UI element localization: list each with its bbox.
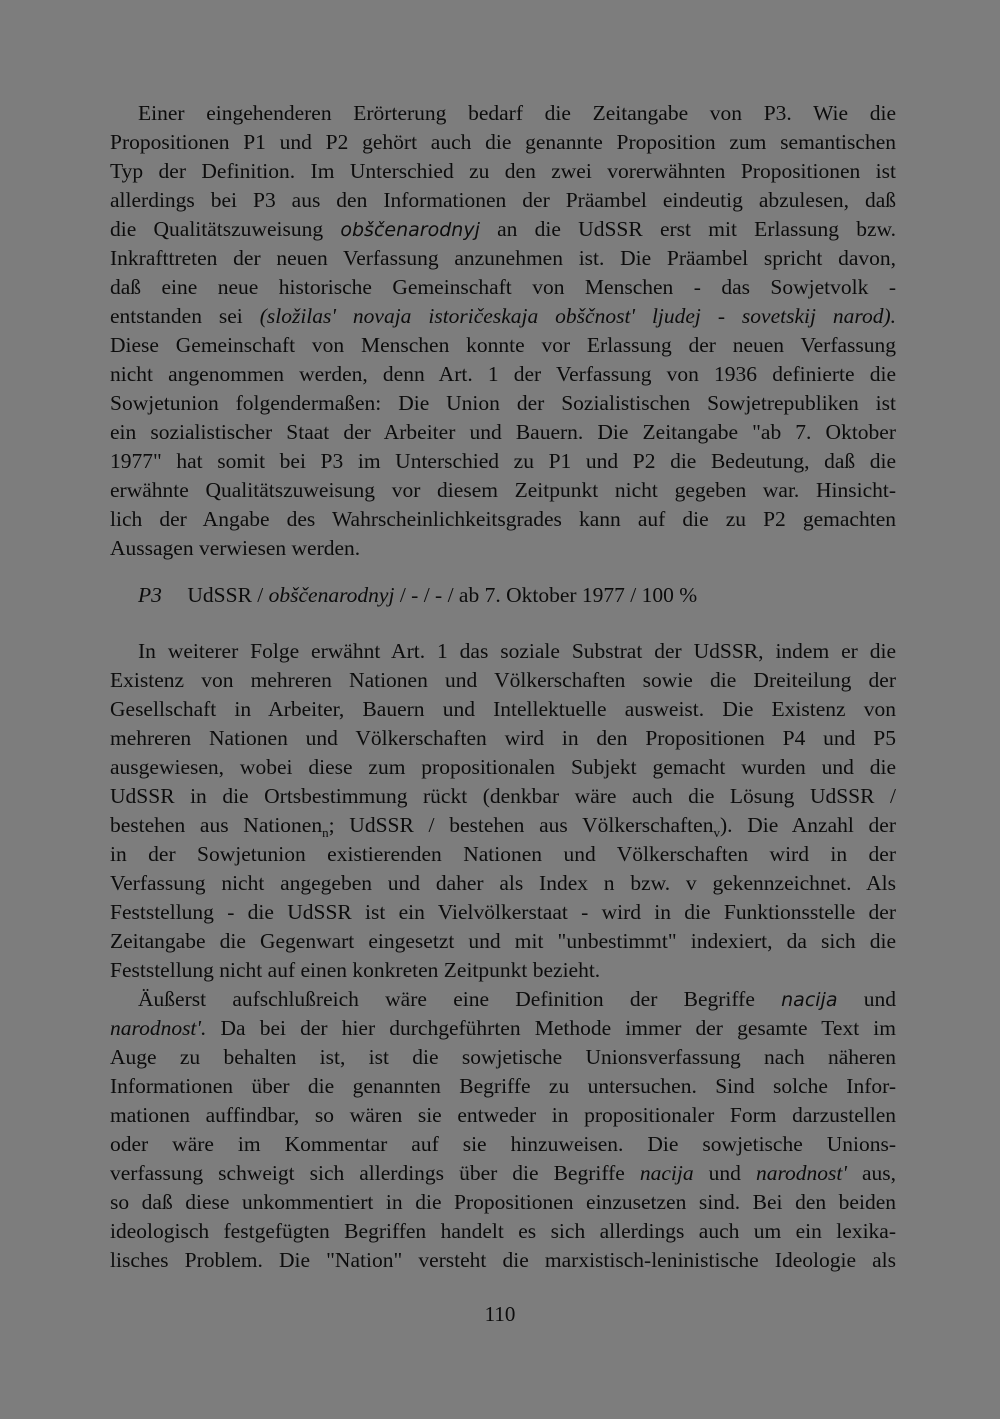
text-span: die Qualitätszuweisung	[110, 217, 324, 241]
text-line: Propositionen P1 und P2 gehört auch die genannte Proposition zum semantischen	[110, 130, 896, 154]
text-line: lisches Problem. Die "Nation" versteht die marxistisch-leninistische Ideologie als	[110, 1248, 896, 1272]
text-line: allerdings bei P3 aus den Informationen der Präambel eindeutig abzulesen, daß	[110, 188, 896, 212]
text-line: In weiterer Folge erwähnt Art. 1 das soziale Substrat der UdSSR, indem er die	[138, 639, 896, 663]
italic-term: nacija	[639, 1161, 694, 1185]
italic-quote: (složilas' novaja istoričeskaja obščnost' ljudej - sovetskij narod).	[259, 304, 897, 328]
text-line: Inkrafttreten der neuen Verfassung anzunehmen ist. Die Präambel spricht davon,	[110, 246, 896, 270]
text-span: bestehen aus Nationen	[110, 813, 323, 837]
proposition-quality: obščenarodnyj	[268, 583, 395, 607]
text-line: Gesellschaft in Arbeiter, Bauern und Intellektuelle ausweist. Die Existenz von	[110, 697, 896, 721]
page-number: 110	[484, 1302, 516, 1326]
italic-term: obščenarodnyj	[340, 219, 480, 241]
text-line: mehreren Nationen und Völkerschaften wird in den Propositionen P4 und P5	[110, 726, 896, 750]
text-line: Informationen über die genannten Begriffe zu untersuchen. Sind solche Infor-	[110, 1074, 896, 1098]
text-line: in der Sowjetunion existierenden Nationen und Völkerschaften wird in der	[110, 842, 896, 866]
text-line	[110, 302, 896, 330]
text-line	[110, 1014, 896, 1042]
italic-term: narodnost'	[755, 1161, 847, 1185]
proposition-entry	[138, 581, 697, 609]
text-line: Verfassung nicht angegeben und daher als Index n bzw. v gekennzeichnet. Als	[110, 871, 896, 895]
text-line: 1977" hat somit bei P3 im Unterschied zu P1 und P2 die Bedeutung, daß die	[110, 449, 896, 473]
text-span: verfassung schweigt sich allerdings über die Begriffe	[110, 1161, 625, 1185]
text-span: Äußerst aufschlußreich wäre eine Definition der Begriffe	[138, 987, 755, 1011]
text-line: erwähnte Qualitätszuweisung vor diesem Zeitpunkt nicht gegeben war. Hinsicht-	[110, 478, 896, 502]
text-span: und	[708, 1161, 741, 1185]
text-line	[110, 811, 896, 839]
text-line: UdSSR in die Ortsbestimmung rückt (denkbar wäre auch die Lösung UdSSR /	[110, 784, 896, 808]
text-line: Aussagen verwiesen werden.	[110, 536, 361, 560]
text-line: ideologisch festgefügten Begriffen handelt es sich allerdings auch um ein lexika-	[110, 1219, 896, 1243]
text-line: lich der Angabe des Wahrscheinlichkeitsgrades kann auf die zu P2 gemachten	[110, 507, 896, 531]
text-line	[110, 215, 896, 244]
proposition-rest: / - / - / ab 7. Oktober 1977 / 100 %	[399, 583, 698, 607]
text-line	[110, 1159, 896, 1187]
text-line: Auge zu behalten ist, ist die sowjetische Unionsverfassung nach näheren	[110, 1045, 896, 1069]
text-span: aus,	[861, 1161, 897, 1185]
text-line: Feststellung - die UdSSR ist ein Vielvölkerstaat - wird in die Funktionsstelle der	[110, 900, 896, 924]
text-line: daß eine neue historische Gemeinschaft von Menschen - das Sowjetvolk -	[110, 275, 896, 299]
italic-term: narodnost'.	[110, 1016, 207, 1040]
text-line: Typ der Definition. Im Unterschied zu den zwei vorerwähnten Propositionen ist	[110, 159, 896, 183]
text-line: Zeitangabe die Gegenwart eingesetzt und mit "unbestimmt" indexiert, da sich die	[110, 929, 896, 953]
text-span: Da bei der hier durchgeführten Methode immer der gesamte Text im	[220, 1016, 897, 1040]
text-line: oder wäre im Kommentar auf sie hinzuweisen. Die sowjetische Unions-	[110, 1132, 896, 1156]
text-span: ; UdSSR / bestehen aus Völkerschaften	[328, 813, 714, 837]
text-line: Diese Gemeinschaft von Menschen konnte vor Erlassung der neuen Verfassung	[110, 333, 896, 357]
text-line: Einer eingehenderen Erörterung bedarf die Zeitangabe von P3. Wie die	[138, 101, 896, 125]
text-line: so daß diese unkommentiert in die Propositionen einzusetzen sind. Bei den beiden	[110, 1190, 896, 1214]
text-line: ausgewiesen, wobei diese zum propositionalen Subjekt gemacht wurden und die	[110, 755, 896, 779]
text-line: Feststellung nicht auf einen konkreten Zeitpunkt bezieht.	[110, 958, 601, 982]
text-line: ein sozialistischer Staat der Arbeiter und Bauern. Die Zeitangabe "ab 7. Oktober	[110, 420, 896, 444]
text-span: an die UdSSR erst mit Erlassung bzw.	[497, 217, 897, 241]
index-subscript: v	[713, 825, 720, 840]
proposition-subject: UdSSR /	[187, 583, 264, 607]
text-line: nicht angenommen werden, denn Art. 1 der Verfassung von 1936 definierte die	[110, 362, 896, 386]
text-span: entstanden sei	[110, 304, 243, 328]
italic-term: nacija	[781, 989, 838, 1011]
text-line: Sowjetunion folgendermaßen: Die Union der Sozialistischen Sowjetrepubliken ist	[110, 391, 896, 415]
index-subscript: n	[322, 825, 329, 840]
text-line	[138, 985, 896, 1014]
proposition-id: P3	[138, 583, 162, 607]
text-line: Existenz von mehreren Nationen und Völkerschaften sowie die Dreiteilung der	[110, 668, 896, 692]
text-span: und	[863, 987, 896, 1011]
text-span: ). Die Anzahl der	[719, 813, 897, 837]
text-line: mationen auffindbar, so wären sie entweder in propositionaler Form darzustellen	[110, 1103, 896, 1127]
